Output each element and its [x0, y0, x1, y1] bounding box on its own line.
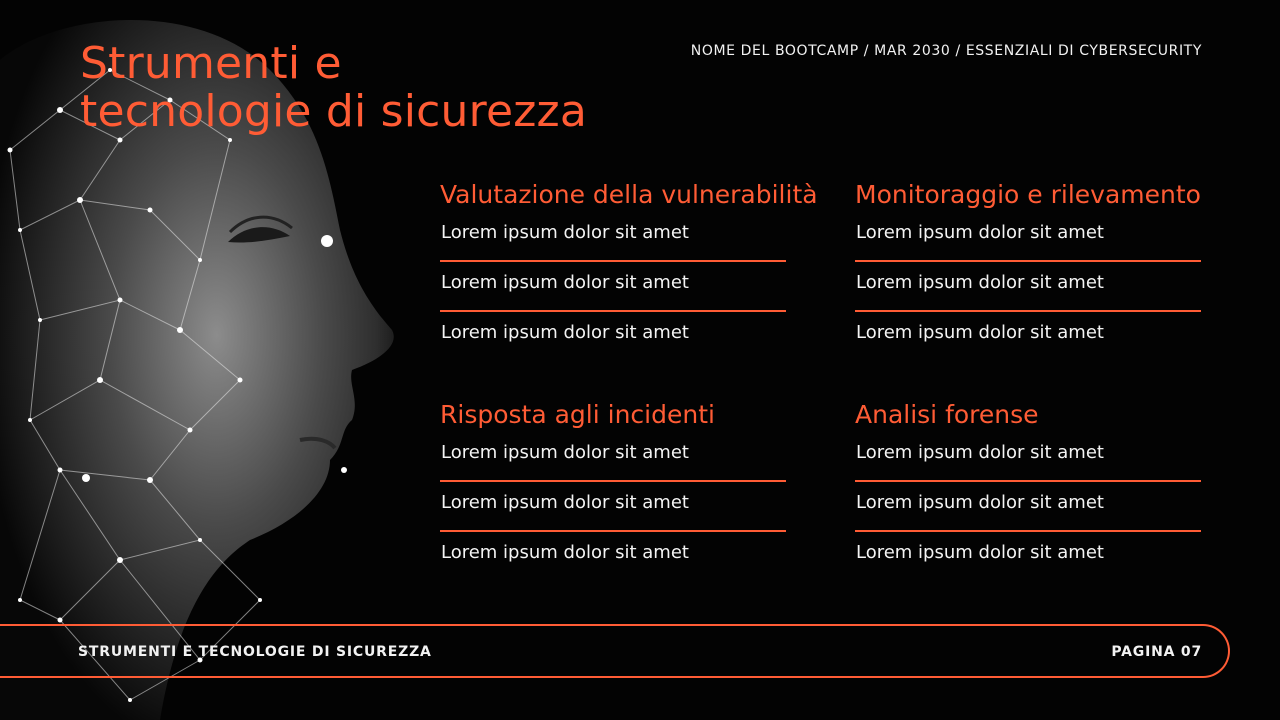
page-title [80, 40, 680, 136]
section-heading: Analisi forense [855, 400, 1039, 429]
list-item: Lorem ipsum dolor sit amet [441, 542, 689, 563]
title-line-2: tecnologie di sicurezza [80, 86, 587, 137]
section-incident-response [440, 400, 830, 580]
section-vulnerability-assessment [440, 180, 830, 360]
section-list [440, 222, 786, 360]
list-item: Lorem ipsum dolor sit amet [855, 222, 1201, 262]
footer-title: STRUMENTI E TECNOLOGIE DI SICUREZZA [78, 644, 432, 660]
section-list [855, 442, 1201, 580]
list-item: Lorem ipsum dolor sit amet [856, 542, 1104, 563]
list-item: Lorem ipsum dolor sit amet [855, 442, 1201, 482]
section-forensic-analysis [855, 400, 1245, 580]
list-item: Lorem ipsum dolor sit amet [856, 322, 1104, 343]
section-list [855, 222, 1201, 360]
page-number: PAGINA 07 [1111, 644, 1202, 660]
breadcrumb: NOME DEL BOOTCAMP / MAR 2030 / ESSENZIALI DI CYBERSECURITY [690, 43, 1202, 59]
list-item: Lorem ipsum dolor sit amet [441, 322, 689, 343]
section-heading: Monitoraggio e rilevamento [855, 180, 1201, 209]
list-item: Lorem ipsum dolor sit amet [440, 222, 786, 262]
section-monitoring-detection [855, 180, 1245, 360]
section-heading: Risposta agli incidenti [440, 400, 715, 429]
section-heading: Valutazione della vulnerabilità [440, 180, 818, 209]
list-item: Lorem ipsum dolor sit amet [440, 492, 786, 532]
title-line-1: Strumenti e [80, 38, 342, 89]
list-item: Lorem ipsum dolor sit amet [855, 492, 1201, 532]
list-item: Lorem ipsum dolor sit amet [855, 272, 1201, 312]
list-item: Lorem ipsum dolor sit amet [440, 442, 786, 482]
list-item: Lorem ipsum dolor sit amet [440, 272, 786, 312]
section-list [440, 442, 786, 580]
